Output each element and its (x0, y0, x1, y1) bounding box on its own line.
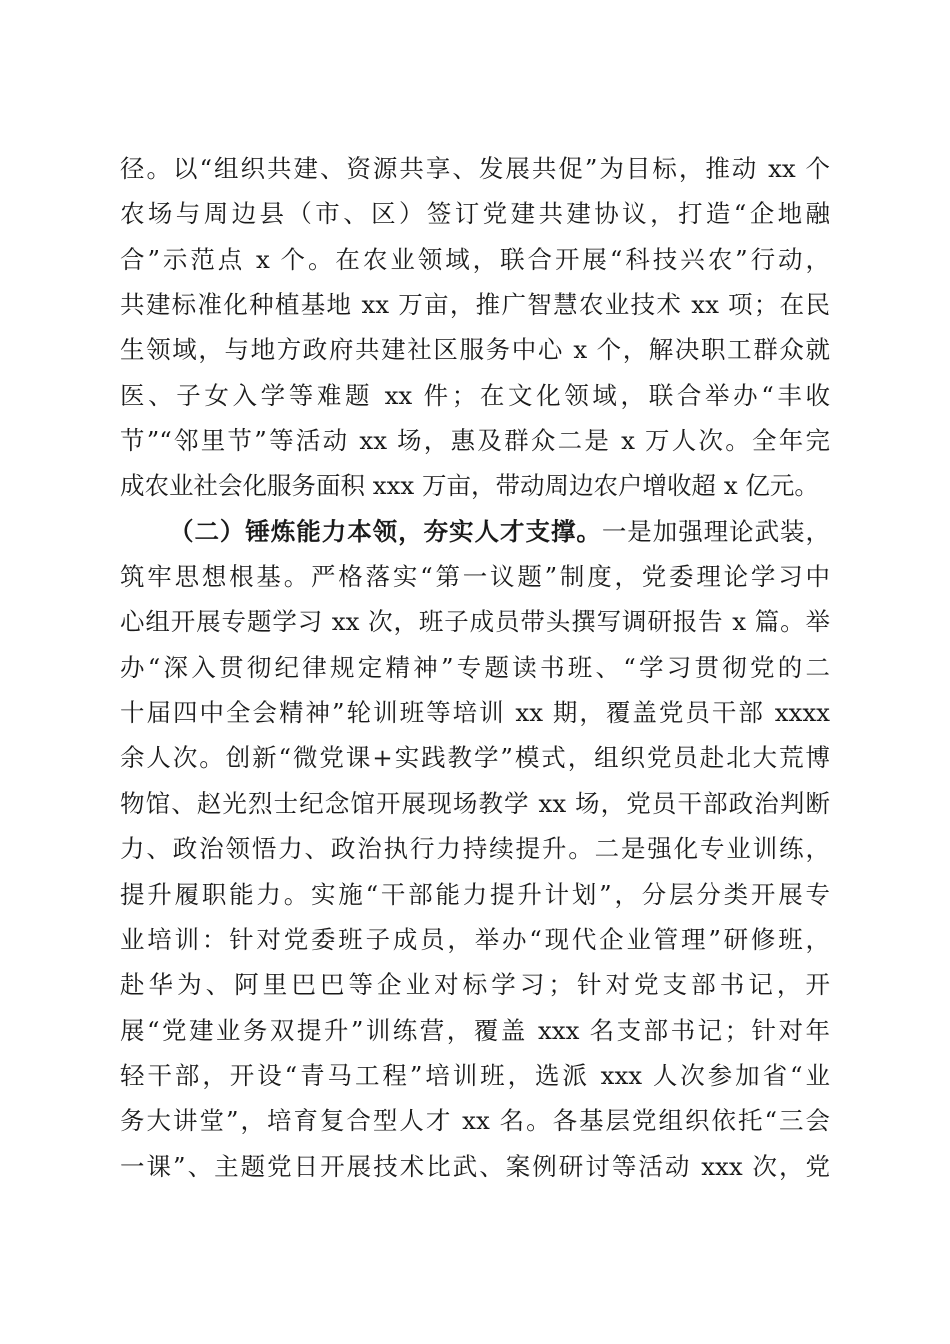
text-line: 赴华为、阿里巴巴等企业对标学习；针对党支部书记，开 (120, 970, 830, 1000)
text-line: 物馆、赵光烈士纪念馆开展现场教学 xx 场，党员干部政治判断 (120, 788, 830, 818)
text-line: 办“深入贯彻纪律规定精神”专题读书班、“学习贯彻党的二 (120, 652, 830, 682)
text-line: 提升履职能力。实施“干部能力提升计划”，分层分类开展专 (120, 879, 830, 909)
text-line: 务大讲堂”，培育复合型人才 xx 名。各基层党组织依托“三会 (120, 1106, 830, 1136)
text-line: 农场与周边县（市、区）签订党建共建协议，打造“企地融 (120, 199, 830, 229)
section-heading: （二）锤炼能力本领，夯实人才支撑。 (169, 516, 602, 546)
heading-line-text: 一是加强理论武装， (601, 516, 831, 546)
text-line: 生领域，与地方政府共建社区服务中心 x 个，解决职工群众就 (120, 335, 830, 365)
section-heading-line (120, 509, 830, 554)
text-line: 筑牢思想根基。严格落实“第一议题”制度，党委理论学习中 (120, 562, 830, 592)
text-line: 成农业社会化服务面积 xxx 万亩，带动周边农户增收超 x 亿元。 (120, 471, 819, 501)
text-line: 径。以“组织共建、资源共享、发展共促”为目标，推动 xx 个 (120, 154, 830, 183)
text-line: 医、子女入学等难题 xx 件；在文化领域，联合举办“丰收 (120, 380, 830, 410)
text-line: 展“党建业务双提升”训练营，覆盖 xxx 名支部书记；针对年 (120, 1015, 830, 1045)
text-line: 一课”、主题党日开展技术比武、案例研讨等活动 xxx 次，党 (120, 1151, 830, 1181)
body-text (120, 146, 830, 1189)
text-line: 合”示范点 x 个。在农业领域，联合开展“科技兴农”行动， (120, 244, 830, 274)
text-line: 轻干部，开设“青马工程”培训班，选派 xxx 人次参加省“业 (120, 1060, 830, 1090)
text-line: 共建标准化种植基地 xx 万亩，推广智慧农业技术 xx 项；在民 (120, 290, 830, 320)
text-line: 余人次。创新“微党课+实践教学”模式，组织党员赴北大荒博 (120, 743, 830, 773)
text-line: 十届四中全会精神”轮训班等培训 xx 期，覆盖党员干部 xxxx (120, 698, 830, 728)
text-line: 心组开展专题学习 xx 次，班子成员带头撰写调研报告 x 篇。举 (120, 607, 830, 637)
text-line: 业培训：针对党委班子成员，举办“现代企业管理”研修班， (120, 924, 830, 954)
text-line: 力、政治领悟力、政治执行力持续提升。二是强化专业训练， (120, 834, 830, 864)
text-line: 节”“邻里节”等活动 xx 场，惠及群众二是 x 万人次。全年完 (120, 426, 830, 456)
